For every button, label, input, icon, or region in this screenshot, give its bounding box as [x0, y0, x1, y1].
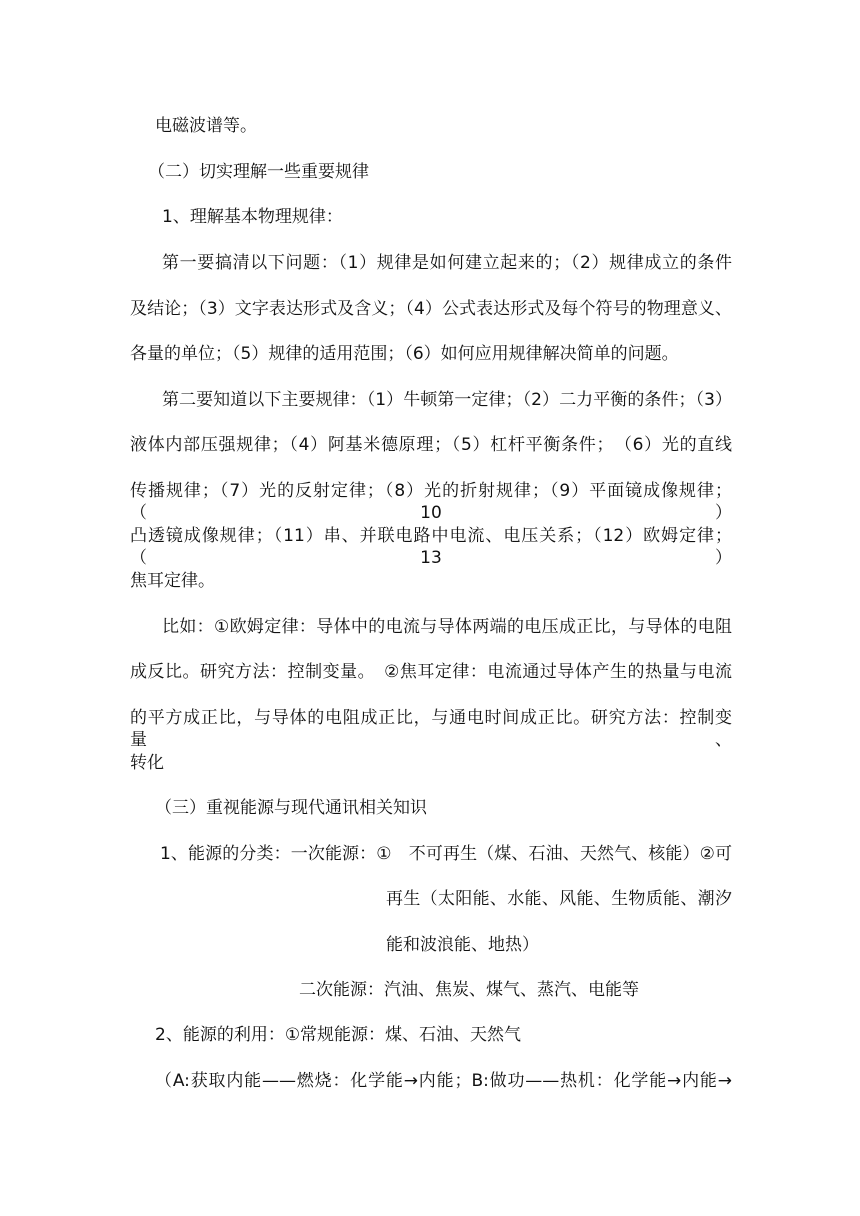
text-line: （A:获取内能——燃烧：化学能→内能；B:做功——热机：化学能→内能→	[155, 1071, 732, 1091]
text-line: 再生（太阳能、水能、风能、生物质能、潮汐	[386, 889, 732, 909]
text-line: 的平方成正比，与导体的电阻成正比，与通电时间成正比。研究方法：控制变量、	[130, 708, 732, 750]
text-line: 能和波浪能、地热）	[386, 935, 539, 955]
text-line: 二次能源：汽油、焦炭、煤气、蒸汽、电能等	[299, 980, 639, 1000]
subsection-heading: 1、理解基本物理规律：	[162, 207, 343, 227]
text-line: 电磁波谱等。	[155, 116, 257, 136]
text-line: 成反比。研究方法：控制变量。 ②焦耳定律：电流通过导体产生的热量与电流	[130, 662, 732, 682]
text-line: 传播规律；（7）光的反射定律；（8）光的折射规律；（9）平面镜成像规律；（10）	[130, 481, 732, 523]
text-line: 比如：①欧姆定律：导体中的电流与导体两端的电压成正比，与导体的电阻	[162, 617, 732, 637]
text-line: 凸透镜成像规律；（11）串、并联电路中电流、电压关系；（12）欧姆定律；（13）	[130, 526, 732, 568]
text-line: 各量的单位；（5）规律的适用范围；（6）如何应用规律解决简单的问题。	[130, 344, 679, 364]
text-line: 焦耳定律。	[130, 571, 215, 591]
section-heading: （二）切实理解一些重要规律	[148, 162, 369, 182]
text-line: 第一要搞清以下问题：（1）规律是如何建立起来的；（2）规律成立的条件	[162, 253, 732, 273]
text-line: 第二要知道以下主要规律：（1）牛顿第一定律；（2）二力平衡的条件；（3）	[162, 390, 732, 410]
text-line: 转化	[130, 753, 164, 773]
text-line: 液体内部压强规律；（4）阿基米德原理；（5）杠杆平衡条件； （6）光的直线	[130, 435, 732, 455]
text-line: 1、能源的分类：一次能源：① 不可再生（煤、石油、天然气、核能）②可	[160, 844, 732, 864]
text-line: 及结论；（3）文字表达形式及含义；（4）公式表达形式及每个符号的物理意义、	[130, 299, 732, 319]
section-heading: （三）重视能源与现代通讯相关知识	[155, 798, 427, 818]
subsection-heading: 2、能源的利用：①常规能源：煤、石油、天然气	[155, 1025, 522, 1045]
